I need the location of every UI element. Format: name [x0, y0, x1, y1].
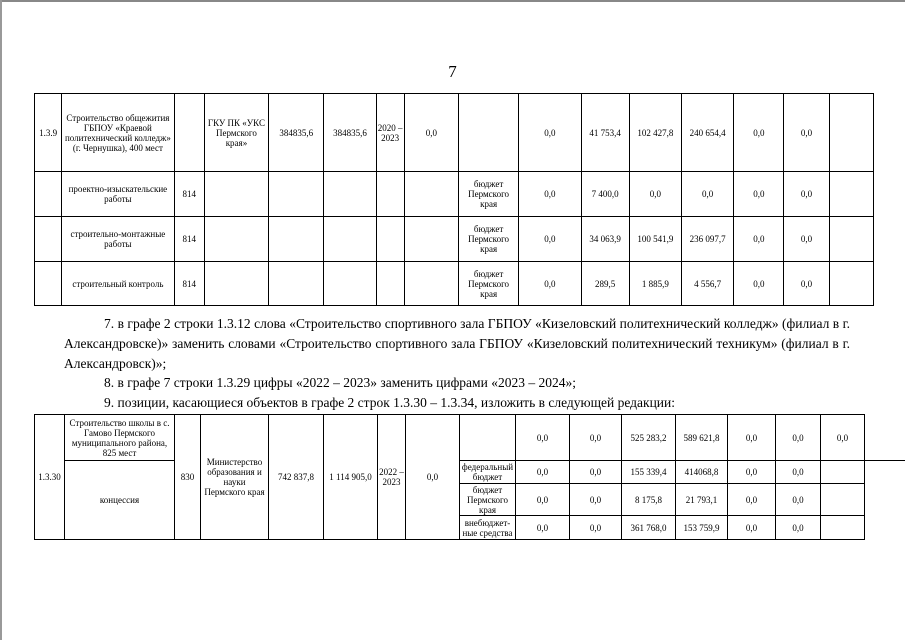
cell-v3: 7 400,0 [581, 172, 629, 217]
cell-v1: 0,0 [404, 94, 458, 172]
cell-v5: 0,0 [681, 172, 733, 217]
cell-v5: 21 793,1 [676, 484, 728, 516]
cell-cost1: 742 837,8 [269, 415, 324, 540]
table-objects-2 [34, 414, 905, 540]
cell-v3: 0,0 [570, 415, 622, 461]
cell-v6: 0,0 [728, 484, 776, 516]
cell-cost1: 384835,6 [269, 94, 324, 172]
paragraph-7: 7. в графе 2 строки 1.3.12 слова «Строительство спортивного зала ГБПОУ «Кизеловский политехнический колледж» (филиал в г. Александровске)» заменить словами «Строительство спортивного зала ГБПОУ «Кизеловский политехнический техникум» (филиал в г. Александровск)»; [64, 316, 850, 371]
cell-v5: 236 097,7 [681, 217, 733, 262]
table-row [35, 94, 874, 172]
cell-num: 1.3.9 [35, 94, 62, 172]
cell-v6: 0,0 [734, 217, 784, 262]
cell-v3: 34 063,9 [581, 217, 629, 262]
cell-v8 [829, 94, 873, 172]
cell-source: федеральный бюджет [460, 461, 516, 484]
cell-years: 2022 – 2023 [378, 415, 406, 540]
cell-years: 2020 – 2023 [376, 94, 404, 172]
cell-v5: 414068,8 [676, 461, 728, 484]
cell-num [35, 217, 62, 262]
cell-cost2: 384835,6 [324, 94, 376, 172]
cell-source: бюджет Пермского края [458, 217, 518, 262]
cell-customer: ГКУ ПК «УКС Пермского края» [204, 94, 268, 172]
cell-source [460, 415, 516, 461]
cell-v6: 0,0 [728, 516, 776, 540]
cell-sub-name: концессия [65, 461, 175, 540]
cell-source: бюджет Пермского края [458, 172, 518, 217]
cell-v6: 0,0 [728, 415, 776, 461]
table-row [35, 217, 874, 262]
cell-v7: 0,0 [776, 516, 821, 540]
cell-num: 1.3.30 [35, 415, 65, 540]
scan-border-left [0, 0, 2, 640]
cell-name: проектно-изыскательские работы [62, 172, 175, 217]
cell-v7: 0,0 [784, 94, 829, 172]
cell-v3: 41 753,4 [581, 94, 629, 172]
cell-cost2: 1 114 905,0 [324, 415, 378, 540]
cell-customer: Министерство образования и науки Пермского края [201, 415, 269, 540]
cell-v4: 525 283,2 [622, 415, 676, 461]
cell-v3: 0,0 [570, 484, 622, 516]
cell-v6: 0,0 [734, 172, 784, 217]
cell-v5: 4 556,7 [681, 262, 733, 306]
table-row [35, 172, 874, 217]
cell-num [35, 262, 62, 306]
cell-v3: 0,0 [570, 461, 622, 484]
cell-v5: 240 654,4 [681, 94, 733, 172]
cell-v2: 0,0 [519, 217, 581, 262]
cell-code: 814 [174, 262, 204, 306]
cell-v2: 0,0 [516, 484, 570, 516]
cell-source: бюджет Пермского края [460, 484, 516, 516]
cell-v2: 0,0 [516, 461, 570, 484]
cell-v4: 0,0 [629, 172, 681, 217]
cell-v7: 0,0 [776, 461, 821, 484]
paragraph-8: 8. в графе 7 строки 1.3.29 цифры «2022 – 2023» заменить цифрами «2023 – 2024»; [104, 375, 576, 390]
cell-name: строительный контроль [62, 262, 175, 306]
cell-source: внебюджет-ные средства [460, 516, 516, 540]
table-row [35, 461, 905, 484]
cell-code [174, 94, 204, 172]
cell-v4: 155 339,4 [622, 461, 676, 484]
page-number: 7 [448, 62, 457, 81]
cell-name: Строительство школы в с. Гамово Пермского муниципального района, 825 мест [65, 415, 175, 461]
cell-v7: 0,0 [776, 484, 821, 516]
cell-v4: 8 175,8 [622, 484, 676, 516]
cell-v8: 0,0 [821, 415, 865, 461]
cell-v2: 0,0 [519, 262, 581, 306]
cell-v3: 0,0 [570, 516, 622, 540]
cell-v7: 0,0 [784, 262, 829, 306]
cell-v1: 0,0 [406, 415, 460, 540]
cell-v4: 100 541,9 [629, 217, 681, 262]
cell-code: 814 [174, 172, 204, 217]
cell-v4: 1 885,9 [629, 262, 681, 306]
table-objects-1 [34, 93, 874, 306]
cell-v2: 0,0 [516, 516, 570, 540]
cell-source: бюджет Пермского края [458, 262, 518, 306]
cell-v4: 361 768,0 [622, 516, 676, 540]
cell-v5: 589 621,8 [676, 415, 728, 461]
cell-v6: 0,0 [734, 94, 784, 172]
cell-source [458, 94, 518, 172]
cell-num [35, 172, 62, 217]
cell-v2: 0,0 [519, 94, 581, 172]
cell-v4: 102 427,8 [629, 94, 681, 172]
cell-v3: 289,5 [581, 262, 629, 306]
cell-v2: 0,0 [519, 172, 581, 217]
cell-code: 814 [174, 217, 204, 262]
cell-name: Строительство общежития ГБПОУ «Краевой политехнический колледж» (г. Чернушка), 400 мест [62, 94, 175, 172]
cell-name: строительно-монтажные работы [62, 217, 175, 262]
cell-v7: 0,0 [776, 415, 821, 461]
cell-v6: 0,0 [728, 461, 776, 484]
table-row [35, 262, 874, 306]
cell-v5: 153 759,9 [676, 516, 728, 540]
cell-code: 830 [175, 415, 201, 540]
cell-v7: 0,0 [784, 217, 829, 262]
scan-border-top [0, 0, 905, 2]
cell-v6: 0,0 [734, 262, 784, 306]
cell-v7: 0,0 [784, 172, 829, 217]
table-row [35, 415, 905, 461]
paragraph-9: 9. позиции, касающиеся объектов в графе 2 строк 1.3.30 – 1.3.34, изложить в следующей редакции: [104, 395, 676, 410]
cell-v2: 0,0 [516, 415, 570, 461]
